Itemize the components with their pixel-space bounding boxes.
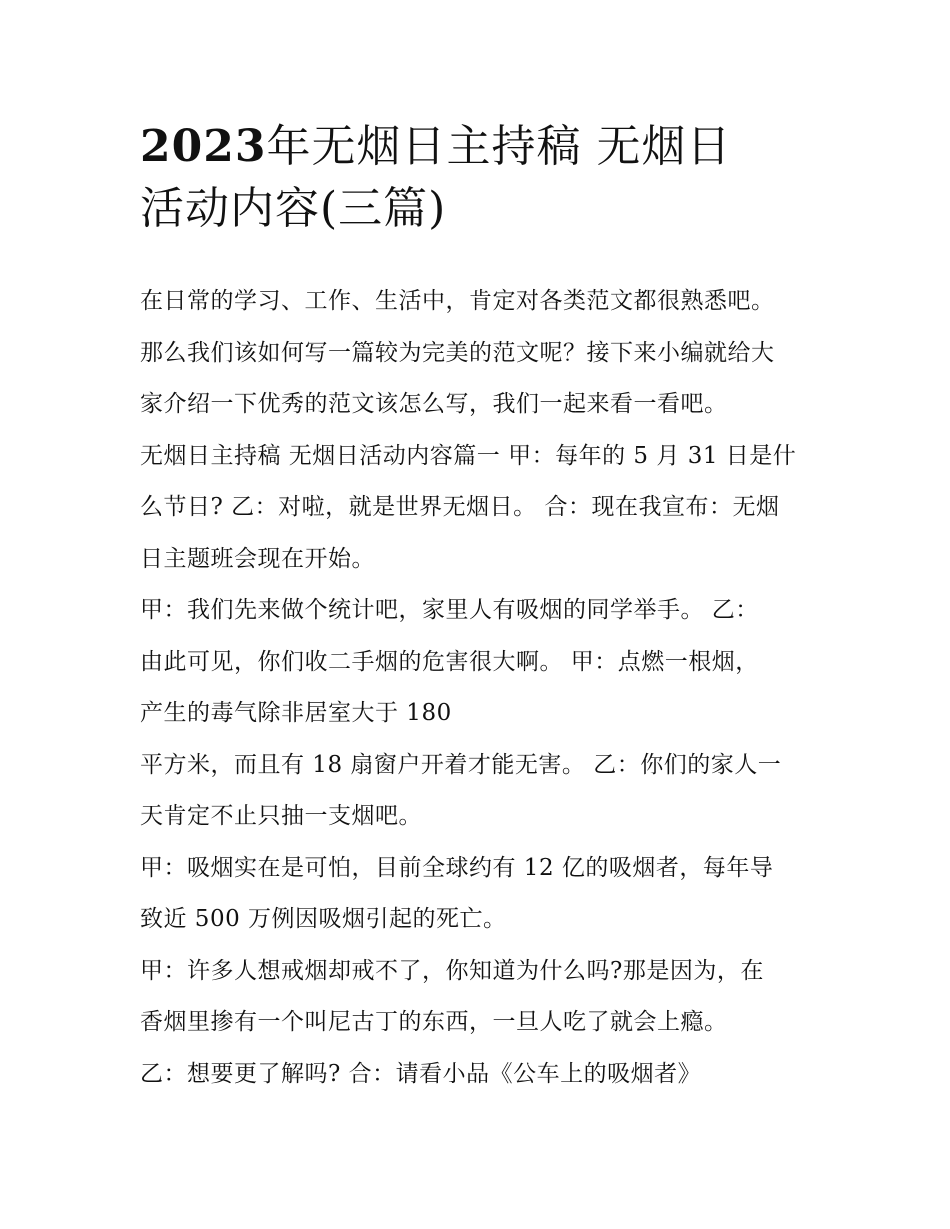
text-line: 平方米，而且有 18 扇窗户开着才能无害。 乙：你们的家人一 — [140, 751, 782, 778]
text-line: 在日常的学习、工作、生活中，肯定对各类范文都很熟悉吧。 — [140, 288, 775, 314]
text-line: 甲：吸烟实在是可怕，目前全球约有 12 亿的吸烟者，每年导 — [140, 854, 774, 881]
document-body — [140, 276, 820, 1100]
text-line: 由此可见，你们收二手烟的危害很大啊。 甲：点燃一根烟， — [140, 648, 759, 675]
text-line: 日主题班会现在开始。 — [140, 545, 375, 572]
document-title — [140, 116, 840, 240]
title-year: 2023 — [140, 121, 267, 172]
text-line: 乙：想要更了解吗? 合：请看小品《公车上的吸烟者》 — [140, 1060, 702, 1087]
text-line: 那么我们该如何写一篇较为完美的范文呢？接下来小编就给大 — [140, 339, 775, 366]
title-line1-text: 年无烟日主持稿 无烟日 — [266, 121, 732, 172]
text-line: 香烟里掺有一个叫尼古丁的东西，一旦人吃了就会上瘾。 — [140, 1009, 728, 1035]
text-line: 么节日? 乙：对啦，就是世界无烟日。 合：现在我宣布：无烟 — [140, 494, 780, 520]
text-line: 家介绍一下优秀的范文该怎么写，我们一起来看一看吧。 — [140, 391, 728, 417]
text-line: 致近 500 万例因吸烟引起的死亡。 — [140, 906, 507, 932]
text-line: 天肯定不止只抽一支烟吧。 — [140, 803, 422, 829]
text-line: 产生的毒气除非居室大于 180 — [140, 700, 452, 726]
text-line: 甲：我们先来做个统计吧，家里人有吸烟的同学举手。 乙： — [140, 597, 759, 623]
text-line: 甲：许多人想戒烟却戒不了，你知道为什么吗?那是因为，在 — [140, 957, 764, 984]
title-line2-text: 活动内容(三篇) — [140, 183, 447, 234]
text-line: 无烟日主持稿 无烟日活动内容篇一 甲：每年的 5 月 31 日是什 — [140, 442, 797, 469]
